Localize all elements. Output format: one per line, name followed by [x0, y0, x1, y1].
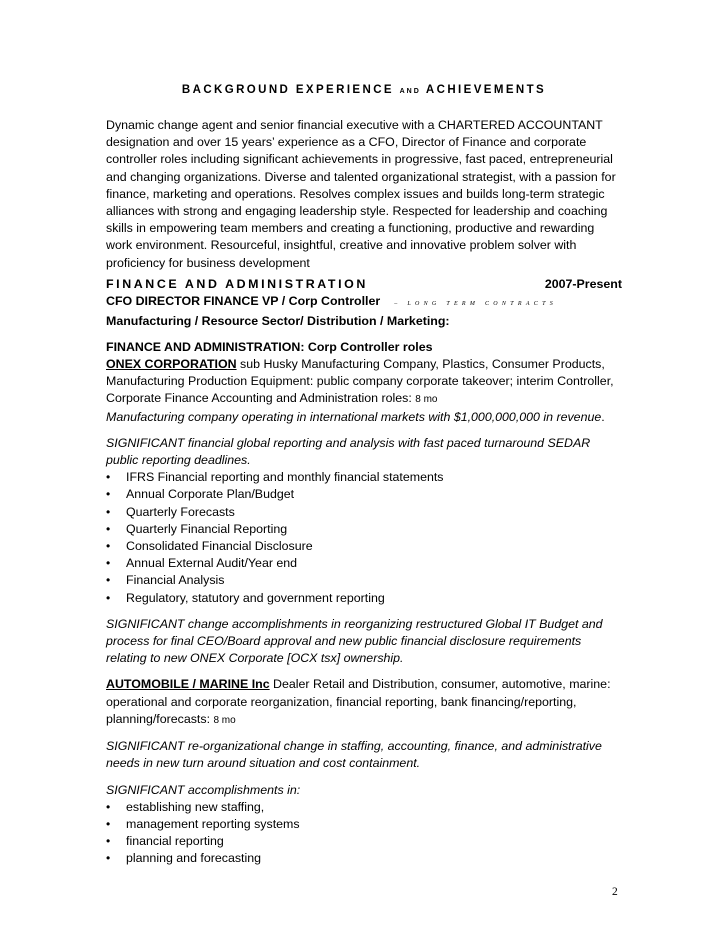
section-dates: 2007-Present [544, 276, 622, 291]
onex-heading: FINANCE AND ADMINISTRATION: Corp Controller roles [106, 339, 433, 354]
list-item-text: Annual Corporate Plan/Budget [126, 487, 295, 502]
list-item [106, 504, 622, 521]
list-item [106, 572, 622, 589]
heading-and: AND [399, 88, 421, 95]
list-item-text: management reporting systems [126, 816, 300, 831]
accomplishments-list [106, 799, 622, 868]
markets-revenue: $1,000,000,000 in revenue [453, 409, 602, 424]
page-heading [106, 84, 622, 96]
onex-description [106, 356, 622, 409]
list-item [106, 590, 622, 607]
list-item-text: financial reporting [126, 834, 224, 849]
list-item-text: IFRS Financial reporting and monthly financial statements [126, 470, 444, 485]
significant-accomplishments: SIGNIFICANT accomplishments in: [106, 782, 301, 797]
list-item [106, 816, 622, 833]
onex-duration: 8 mo [415, 394, 438, 406]
list-item-text: Consolidated Financial Disclosure [126, 539, 313, 554]
summary-paragraph: Dynamic change agent and senior financial executive with a CHARTERED ACCOUNTANT designation and over 15 years’ experience as a CFO, Director of Finance and corporate controller roles including significant achievements in progressive, fast paced, entrepreneurial and changing organizations. Diverse and talented organizational strategist, with a passion for finance, marketing and operations. Resolves complex issues and builds long-term strategic alliances with strong and engaging leadership style. Respected for leadership and coaching skills in empowering team members and creating a functioning, productive and rewarding work environment. Resourceful, insightful, creative and innovative problem solver with proficiency for business development [106, 118, 616, 270]
contract-note: – LONG TERM CONTRACTS [394, 300, 558, 307]
list-item [106, 799, 622, 816]
section-title: FINANCE AND ADMINISTRATION [106, 276, 368, 291]
bullet-icon: • [106, 504, 111, 519]
list-item-text: Financial Analysis [126, 573, 225, 588]
heading-part-b: ACHIEVEMENTS [425, 84, 547, 96]
onex-company: ONEX CORPORATION [106, 357, 237, 372]
bullet-icon: • [106, 521, 111, 536]
role-title: CFO DIRECTOR FINANCE VP / Corp Controller [106, 293, 381, 308]
list-item-text: Regulatory, statutory and government reporting [126, 590, 385, 605]
section-header [106, 276, 622, 293]
list-item-text: establishing new staffing, [126, 799, 265, 814]
bullet-icon: • [106, 590, 111, 605]
significant-reporting: SIGNIFICANT financial global reporting and analysis with fast paced turnaround SEDAR public reporting deadlines. [106, 435, 591, 468]
significant-change: SIGNIFICANT change accomplishments in reorganizing restructured Global IT Budget and process for final CEO/Board approval and new public financial disclosure requirements relating to new ONEX Corporate [OCX tsx] ownership. [106, 616, 603, 666]
list-item [106, 850, 622, 867]
bullet-icon: • [106, 573, 111, 588]
list-item-text: Quarterly Forecasts [126, 504, 235, 519]
list-item [106, 486, 622, 503]
auto-duration: 8 mo [213, 714, 236, 726]
bullet-icon: • [106, 487, 111, 502]
bullet-icon: • [106, 539, 111, 554]
bullet-icon: • [106, 799, 111, 814]
resume-page [106, 84, 622, 868]
list-item-text: planning and forecasting [126, 851, 262, 866]
auto-company: AUTOMOBILE / MARINE Inc [106, 677, 270, 692]
list-item [106, 538, 622, 555]
bullet-icon: • [106, 470, 111, 485]
page-number: 2 [612, 886, 618, 898]
list-item [106, 521, 622, 538]
heading-part-a: BACKGROUND EXPERIENCE [181, 84, 394, 96]
reporting-list [106, 469, 622, 607]
sector-line: Manufacturing / Resource Sector/ Distribution / Marketing: [106, 313, 450, 328]
markets-period: . [601, 409, 605, 424]
bullet-icon: • [106, 556, 111, 571]
bullet-icon: • [106, 851, 111, 866]
auto-desc-text: Dealer Retail and Distribution, consumer, automotive, marine: operational and corporate reorganization, financial reporting, bank financing/reporting, planning/forecasts: [106, 677, 611, 726]
role-line [106, 293, 622, 313]
auto-description [106, 676, 622, 729]
list-item-text: Annual External Audit/Year end [126, 556, 298, 571]
bullet-icon: • [106, 816, 111, 831]
onex-markets [106, 409, 622, 426]
significant-reorg: SIGNIFICANT re-organizational change in staffing, accounting, finance, and administrative needs in new turn around situation and cost containment. [106, 739, 602, 771]
list-item [106, 833, 622, 850]
list-item [106, 555, 622, 572]
list-item [106, 469, 622, 486]
onex-desc-text: sub Husky Manufacturing Company, Plastics, Consumer Products, Manufacturing Production Equipment: public company corporate takeover; interim Controller, Corporate Finance Accounting and Administration roles: [106, 357, 614, 406]
list-item-text: Quarterly Financial Reporting [126, 521, 288, 536]
bullet-icon: • [106, 834, 111, 849]
markets-text: Manufacturing company operating in international markets with [106, 409, 454, 424]
